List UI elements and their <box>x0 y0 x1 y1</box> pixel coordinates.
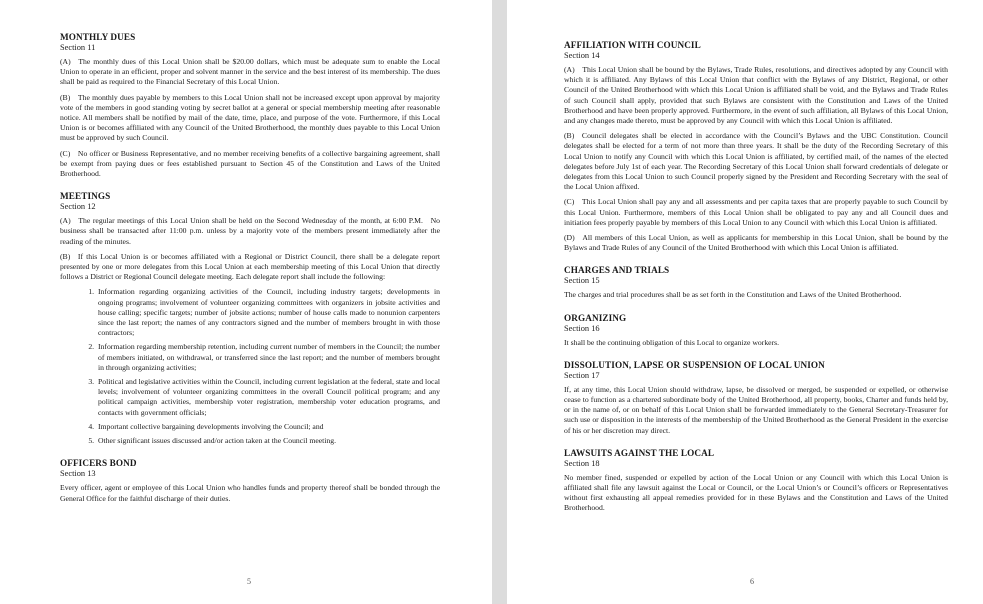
section-number: Section 16 <box>564 323 600 333</box>
section-number: Section 11 <box>60 43 96 52</box>
paragraph: If, at any time, this Local Union should withdraw, lapse, be dissolved or merged, be suspended or expelled, or otherwise cease to function as a chartered subordinate body of the United Brotherhood, all property, books, Charter and funds held by, or in the name of, or on behalf of this Local Union shall be forwarded immediately to the General Secretary-Treasurer for such use or disposition in the interests of the membership of the United Brotherhood as the General President in the exercise of his or her discretion may direct. <box>564 384 948 435</box>
section-number: Section 12 <box>60 202 96 212</box>
section-number: Section 13 <box>60 469 96 479</box>
section-title: DISSOLUTION, LAPSE OR SUSPENSION OF LOCAL UNION <box>564 359 825 370</box>
section-number: Section 14 <box>564 51 600 60</box>
page-number: 6 <box>750 577 754 586</box>
section-dissolution <box>564 360 948 436</box>
section-monthly-dues <box>60 32 440 179</box>
paragraph: (B) Council delegates shall be elected in accordance with the Council’s Bylaws and the UBC Constitution. Council delegates shall be elected for a term of not more than three years. It shall be the duty of the Recording Secretary of this Local Union to notify any Council with which this Local Union is affiliated, by certified mail, of the names of the elected delegates before July 1st of each year. The Recording Secretary of this Local Union shall forward credentials of delegate or delegates from this Local Union to such Council properly signed by the President and Recording Secretary with the seal of the Local Union affixed. <box>564 131 948 192</box>
section-charges-trials <box>564 265 948 300</box>
paragraph: (B) If this Local Union is or becomes affiliated with a Regional or District Council, there shall be a delegate report presented by one or more delegates from this Local Union at each membership meeting of this Local Union that directly follows a District or Regional Council delegate meeting. Each delegate report shall include the following: <box>60 251 440 282</box>
paragraph: No member fined, suspended or expelled by action of the Local Union or any Council with which this Local Union is affiliated shall file any lawsuit against the Local or Council, or the Local Union’s or Council’s officers or Representatives without first exhausting all appeal remedies provided for in these Bylaws and the Constitution and Laws of the United Brotherhood. <box>564 472 948 513</box>
list-item: 1. Information regarding organizing activities of the Council, including industry targets; developments in ongoing programs; involvement of volunteer organizing committees with organizers in jobsite activities and house calling; specific targets; number of jobsite actions; number of house calls made to nonunion carpenters since the last report; the names of any contractors signed and the number of members brought in with those contractors; <box>96 287 440 338</box>
paragraph: (A) The monthly dues of this Local Union shall be $20.00 dollars, which must be adequate sum to enable the Local Union to operate in an efficient, proper and solvent manner in the service and the best interest of its membership. The dues shall be paid as required to the Financial Secretary of this Local Union. <box>60 57 440 87</box>
list-item: 4. Important collective bargaining developments involving the Council; and <box>96 422 440 432</box>
paragraph: (A) This Local Union shall be bound by the Bylaws, Trade Rules, resolutions, and directives adopted by any Council with which it is affiliated. Any Bylaws of this Local Union that conflict with the Bylaws of any District, Regional, or other Council of the United Brotherhood with which this Local Union is affiliated shall be void, and the Bylaws and Trade Rules of such Council shall apply, provided that such Bylaws are consistent with the Constitution and Laws of the United Brotherhood and have been properly approved. Furthermore, in the event of such affiliation, all Bylaws of this Local Union, and any changes made thereto, must be approved by any Council with which this Local Union is affiliated. <box>564 65 948 126</box>
section-title: MEETINGS <box>60 191 111 202</box>
delegate-report-list <box>60 287 440 446</box>
section-affiliation <box>564 40 948 253</box>
paragraph: It shall be the continuing obligation of this Local to organize workers. <box>564 337 780 347</box>
list-item: 2. Information regarding membership retention, including current number of members in the Council; the number of members initiated, on withdrawal, or transferred since the last report; and the number of members brought in through organizing activities; <box>96 342 440 373</box>
paragraph: (D) All members of this Local Union, as well as applicants for membership in this Local Union, shall be bound by the Bylaws and Trade Rules of any Council of the United Brotherhood with which this Local Union is affiliated. <box>564 233 948 253</box>
section-number: Section 17 <box>564 370 600 380</box>
document-page-right <box>507 0 983 604</box>
section-number: Section 18 <box>564 458 600 468</box>
paragraph: (C) This Local Union shall pay any and all assessments and per capita taxes that are properly payable to such Council by this Local Union. Furthermore, members of this Local Union shall be obligated to pay any and all Council dues and initiation fees properly payable by members of this Local Union to any Council with which this Local Union is affiliated. <box>564 197 948 227</box>
section-title: ORGANIZING <box>564 312 627 323</box>
section-lawsuits <box>564 448 948 514</box>
section-title: MONTHLY DUES <box>60 32 136 42</box>
paragraph: (B) The monthly dues payable by members to this Local Union shall not be increased except upon approval by majority vote of the members in good standing voting by secret ballot at a general or special membership meeting after reasonable notice. All members shall be notified by mail of the date, time, place, and purpose of the vote. Furthermore, if this Local Union is or becomes affiliated with any Council of the United Brotherhood, the monthly dues payable to this Local Union must be approved by such Council. <box>60 92 440 143</box>
paragraph: (C) No officer or Business Representative, and no member receiving benefits of a collective bargaining agreement, shall be exempt from paying dues or fees established pursuant to Section 45 of the Constitution and Laws of the United Brotherhood. <box>60 148 440 179</box>
paragraph: Every officer, agent or employee of this Local Union who handles funds and property thereof shall be bonded through the General Office for the faithful discharge of their duties. <box>60 483 440 503</box>
page-gutter <box>492 0 507 604</box>
paragraph: (A) The regular meetings of this Local Union shall be held on the Second Wednesday of the month, at 6:00 P.M. No business shall be transacted after 11:00 p.m. unless by a majority vote of the members present immediately after the reading of the minutes. <box>60 216 440 246</box>
section-number: Section 15 <box>564 276 600 286</box>
section-title: CHARGES AND TRIALS <box>564 265 670 276</box>
section-organizing <box>564 313 948 348</box>
section-title: OFFICERS BOND <box>60 458 137 469</box>
section-title: LAWSUITS AGAINST THE LOCAL <box>564 447 715 458</box>
section-officers-bond <box>60 458 440 503</box>
section-meetings <box>60 191 440 446</box>
list-item: 3. Political and legislative activities within the Council, including current legislation at the federal, state and local levels; involvement of volunteer organizing committees in the overall Council political program; and any political campaign activities, membership voter registration, membership voter education programs, and contacts with government officials; <box>96 377 440 418</box>
list-item: 5. Other significant issues discussed and/or action taken at the Council meeting. <box>96 436 440 446</box>
section-title: AFFILIATION WITH COUNCIL <box>564 40 701 50</box>
page-number: 5 <box>247 577 251 586</box>
paragraph: The charges and trial procedures shall be as set forth in the Constitution and Laws of the United Brotherhood. <box>564 290 902 300</box>
